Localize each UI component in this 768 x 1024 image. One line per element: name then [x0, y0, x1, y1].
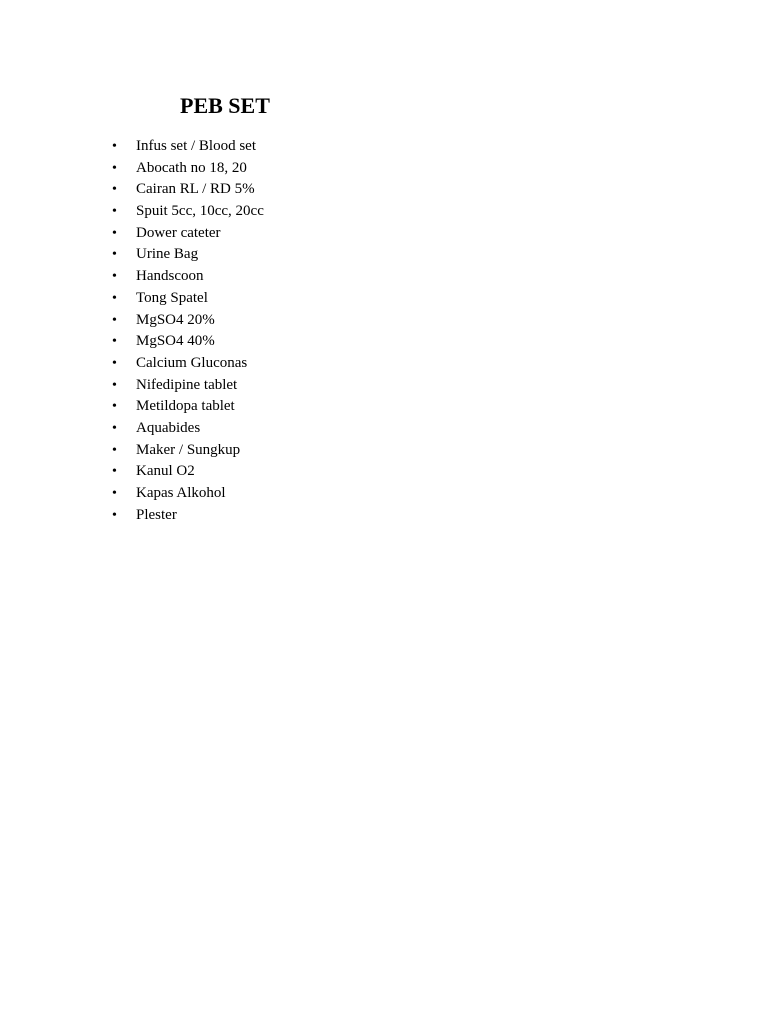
list-item-text: Handscoon [136, 268, 204, 285]
list-item-text: Plester [136, 506, 177, 523]
list-item-text: Abocath no 18, 20 [136, 159, 247, 176]
bullet-icon: • [112, 507, 117, 523]
bullet-icon: • [112, 269, 117, 285]
bullet-icon: • [112, 399, 117, 415]
list-item-text: Urine Bag [136, 246, 199, 263]
bullet-icon: • [112, 334, 117, 350]
list-item-text: Metildopa tablet [136, 398, 235, 415]
bullet-icon: • [112, 160, 117, 176]
list-item-text: Dower cateter [136, 224, 221, 241]
page-title: PEB SET [180, 93, 270, 118]
list-item-text: Infus set / Blood set [136, 138, 256, 154]
bullet-icon: • [112, 464, 117, 480]
list-item-text: MgSO4 40% [136, 333, 215, 350]
list-item-text: Spuit 5cc, 10cc, 20cc [136, 203, 264, 220]
bullet-icon: • [112, 204, 117, 220]
list-item-text: Tong Spatel [136, 289, 208, 306]
bullet-icon: • [112, 442, 117, 458]
list-item-text: Aquabides [136, 419, 201, 436]
bullet-icon: • [112, 486, 117, 501]
bullet-icon: • [112, 377, 117, 393]
list-item-text: Maker / Sungkup [136, 441, 241, 458]
bullet-icon: • [112, 312, 117, 328]
list-item-text: Kanul O2 [136, 463, 195, 480]
list-item-text: Nifedipine tablet [136, 376, 238, 393]
list-item-text: Kapas Alkohol [136, 485, 226, 501]
bullet-icon: • [112, 182, 117, 198]
bullet-icon: • [112, 247, 117, 263]
list-item-text: Cairan RL / RD 5% [136, 181, 255, 198]
bullet-icon: • [112, 420, 117, 436]
list-item-text: MgSO4 20% [136, 311, 215, 328]
bullet-icon: • [112, 290, 117, 306]
bullet-icon: • [112, 355, 117, 371]
bullet-icon: • [112, 225, 117, 241]
list-item-text: Calcium Gluconas [136, 354, 248, 371]
bullet-icon: • [112, 139, 117, 154]
